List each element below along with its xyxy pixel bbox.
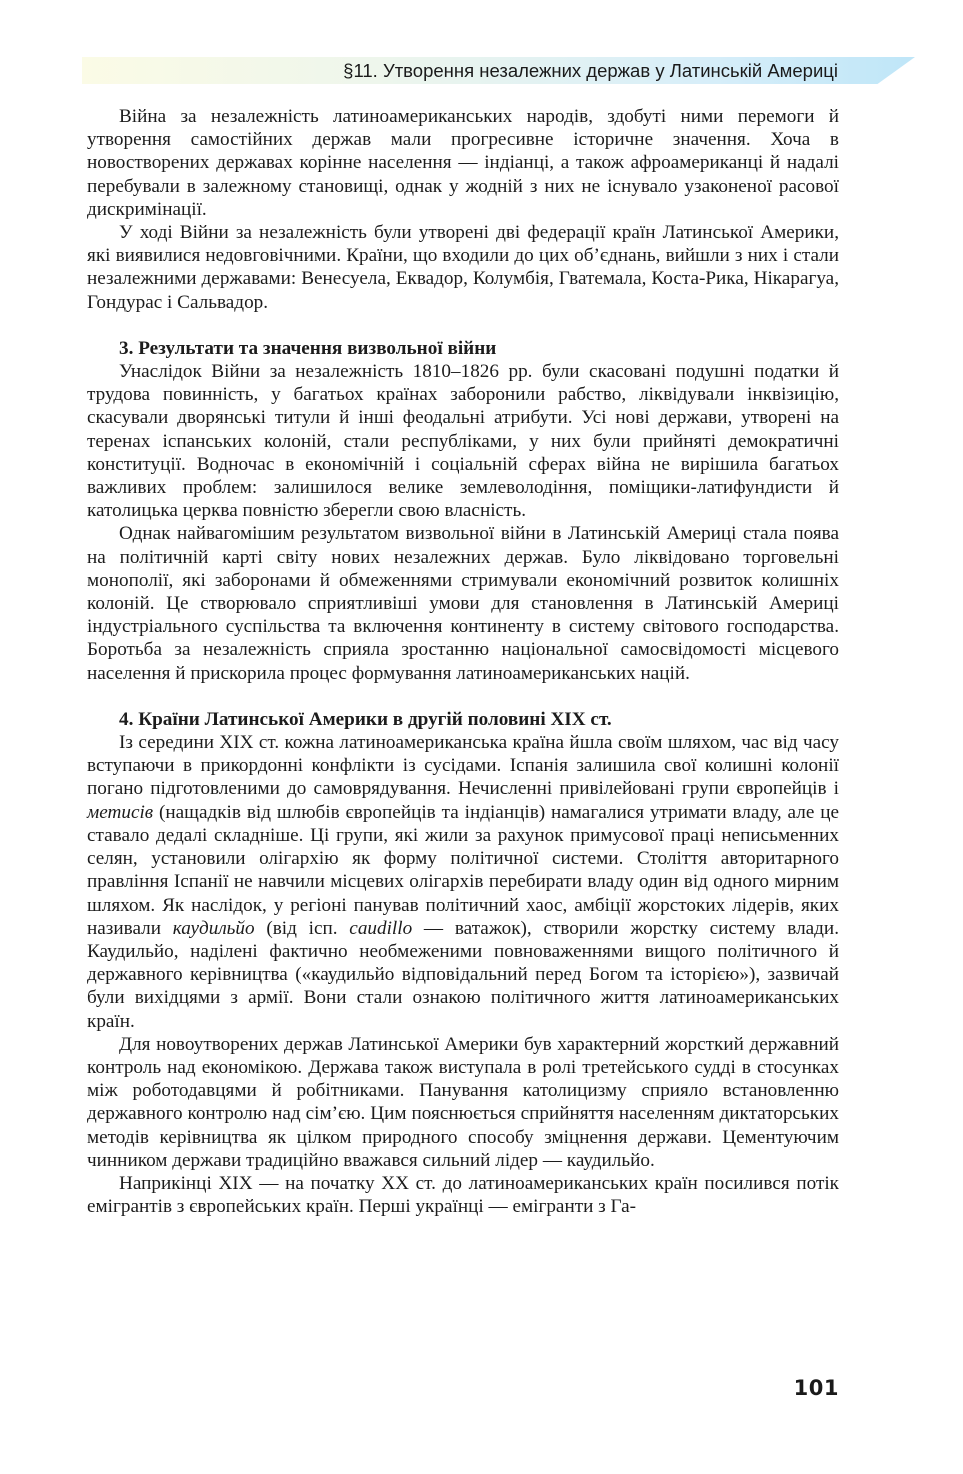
- section-gap: [87, 685, 839, 708]
- section-gap: [87, 314, 839, 337]
- section-heading-3: 3. Результати та значення визвольної війни: [119, 337, 497, 359]
- section-heading-4: 4. Країни Латинської Америки в другій половині XIX ст.: [119, 708, 612, 730]
- text-run: (від ісп.: [254, 917, 350, 939]
- paragraph-results: Унаслідок Війни за незалежність 1810–1826 рр. були скасовані подушні податки й трудова повинність, у багатьох країнах заборонили рабство, ліквідували інквізицію, скасували дворянські титули й інші феодальні атрибути. Усі нові держави, утворені на теренах іспанських колоній, стали республіками, у них були прийняті демократичні конституції. Водночас в економічній і соціальній сферах війна не вирішила багатьох важливих проблем: залишилося велике землеволодіння, поміщики-латифундисти й католицька церква повністю зберегли свою власність.: [87, 361, 839, 522]
- chapter-title: §11. Утворення незалежних держав у Латинській Америці: [343, 60, 838, 81]
- paragraph-federations: У ході Війни за незалежність були утворені дві федерації країн Латинської Америки, які виявилися недовговічними. Країни, що входили до цих об’єднань, вийшли з них і стали незалежними державами: Венесуела, Еквадор, Колумбія, Гватемала, Коста-Рика, Нікарагуа, Гондурас і Сальвадор.: [87, 222, 839, 313]
- paragraph-caudillo: [87, 731, 839, 1033]
- page-content: [87, 105, 839, 1218]
- paragraph-main-result: Однак найвагомішим результатом визвольної війни в Латинській Америці стала поява на політичній карті світу нових незалежних держав. Було ліквідовано торговельні монополії, які заборонами й обмеженнями стримували економічний розвиток колишніх колоній. Це створювало сприятливіші умови для становлення в Латинській Америці індустріального суспільства та включення континенту в систему світового господарства. Боротьба за незалежність сприяла зростанню національної самосвідомості місцевого населення й прискорила процес формування латиноамериканських націй.: [87, 523, 839, 684]
- paragraph-state-control: Для новоутворених держав Латинської Америки був характерний жорсткий державний контроль над економікою. Держава також виступала в ролі третейського судді в стосунках між роботодавцями й робітниками. Панування католицизму сприяло встановленню державного контролю над сім’єю. Цим пояснюється сприйняття населенням диктаторських методів керівництва як цілком природного способу зміцнення держави. Цементуючим чинником держави традиційно вважався сильний лідер — каудильйо.: [87, 1033, 839, 1171]
- text-run: (нащадків від шлюбів європейців та індіанців) намагалися утримати владу, але це ставало дедалі складніше. Ці групи, які жили за рахунок примусової праці неписьменних селян, установили олігархію як форму політичної системи. Століття авторитарного правління Іспанії не навчили місцевих олігархів перебирати владу один від одного мирним шляхом. Як наслідок, у регіоні панував політичний хаос, амбіції жорстоких лідерів, яких називали: [87, 801, 839, 939]
- page-number: 101: [793, 1376, 839, 1400]
- text-run: — ватажок), створили жорстку систему влади. Каудильйо, наділені фактично необмеженими повноваженнями вищого політичного й державного керівництва («каудильйо відповідальний перед Богом та історією»), зазвичай були вихідцями з армії. Вони стали ознакою політичного життя латиноамериканських країн.: [87, 917, 839, 1032]
- paragraph-significance: Війна за незалежність латиноамериканських народів, здобуті ними перемоги й утворення самостійних держав мали прогресивне історичне значення. Хоча в новостворених державах корінне населення — індіанці, а також афроамериканці й надалі перебували в залежному становищі, однак у жодній з них не існувало узаконеної расової дискримінації.: [87, 106, 839, 220]
- text-run: Із середини XIX ст. кожна латиноамериканська країна йшла своїм шляхом, час від часу вступаючи в прикордонні конфлікти із сусідами. Іспанія залишила свої колишні колонії погано підготовленими до самоврядування. Нечисленні привілейовані групи європейців і: [87, 732, 839, 800]
- term-mestizos: метисів: [87, 801, 154, 823]
- term-caudillo-es: caudillo: [349, 917, 413, 939]
- paragraph-emigration: Наприкінці XIX — на початку XX ст. до латиноамериканських країн посилився потік емігрантів з європейських країн. Перші українці — емігранти з Га-: [87, 1172, 839, 1218]
- term-caudillo-ua: каудильйо: [172, 917, 255, 939]
